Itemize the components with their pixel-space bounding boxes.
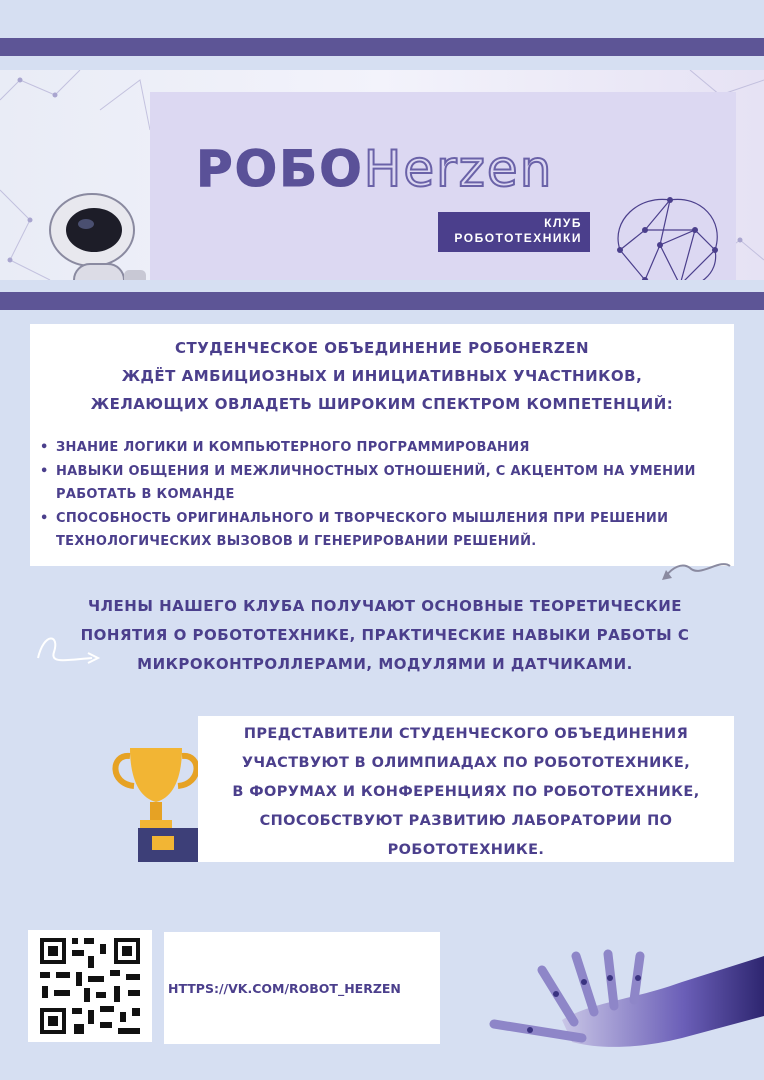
intro-heading-line: ЖЕЛАЮЩИХ ОВЛАДЕТЬ ШИРОКИМ СПЕКТРОМ КОМПЕТЕНЦИЙ:: [90, 395, 674, 413]
trophy-icon: [108, 740, 204, 864]
representatives-card: [198, 716, 734, 862]
competency-item: • СПОСОБНОСТЬ ОРИГИНАЛЬНОГО И ТВОРЧЕСКОГО МЫШЛЕНИЯ ПРИ РЕШЕНИИ ТЕХНОЛОГИЧЕСКИХ ВЫЗОВОВ И ГЕНЕРИРОВАНИИ РЕШЕНИЙ.: [40, 507, 724, 554]
representatives-text-line: ПРЕДСТАВИТЕЛИ СТУДЕНЧЕСКОГО ОБЪЕДИНЕНИЯ: [243, 726, 689, 742]
competency-list: [30, 418, 734, 554]
representatives-text-line: СПОСОБСТВУЮТ РАЗВИТИЮ ЛАБОРАТОРИИ ПО: [259, 813, 673, 829]
robot-hand-icon: [482, 942, 764, 1062]
vk-link-card: [164, 932, 440, 1044]
logo-part-robo: РОБО: [196, 140, 364, 198]
header-banner: [0, 70, 764, 280]
subtitle-line-2: РОБОТОТЕХНИКИ: [454, 231, 582, 245]
logo-part-herzen: Herzen: [363, 140, 554, 198]
members-text: [40, 592, 730, 679]
curved-arrow-icon: [660, 558, 732, 590]
subtitle-line-1: КЛУБ: [544, 216, 582, 230]
intro-card: [30, 324, 734, 566]
members-text-line: ЧЛЕНЫ НАШЕГО КЛУБА ПОЛУЧАЮТ ОСНОВНЫЕ ТЕОРЕТИЧЕСКИЕ: [87, 597, 683, 615]
top-stripe: [0, 38, 764, 56]
loop-arrow-icon: [36, 628, 102, 672]
representatives-text-line: РОБОТОТЕХНИКЕ.: [387, 842, 545, 858]
club-subtitle: [438, 212, 590, 252]
intro-heading-line: СТУДЕНЧЕСКОЕ ОБЪЕДИНЕНИЕ РОБОHERZEN: [174, 339, 590, 357]
competency-item: • ЗНАНИЕ ЛОГИКИ И КОМПЬЮТЕРНОГО ПРОГРАММИРОВАНИЯ: [40, 436, 724, 460]
brain-network-icon: [600, 190, 730, 280]
representatives-text-line: УЧАСТВУЮТ В ОЛИМПИАДАХ ПО РОБОТОТЕХНИКЕ,: [241, 755, 691, 771]
qr-code-card[interactable]: [28, 930, 152, 1042]
members-text-line: ПОНЯТИЯ О РОБОТОТЕХНИКЕ, ПРАКТИЧЕСКИЕ НАВЫКИ РАБОТЫ С: [80, 626, 690, 644]
bottom-stripe: [0, 292, 764, 310]
representatives-text-line: В ФОРУМАХ И КОНФЕРЕНЦИЯХ ПО РОБОТОТЕХНИКЕ,: [232, 784, 700, 800]
competency-item: • НАВЫКИ ОБЩЕНИЯ И МЕЖЛИЧНОСТНЫХ ОТНОШЕНИЙ, С АКЦЕНТОМ НА УМЕНИИ РАБОТАТЬ В КОМАНДЕ: [40, 460, 724, 507]
qr-code-icon[interactable]: [28, 930, 152, 1042]
members-text-line: МИКРОКОНТРОЛЛЕРАМИ, МОДУЛЯМИ И ДАТЧИКАМИ.: [137, 655, 633, 673]
intro-heading: [30, 324, 734, 418]
club-logo-title: [196, 140, 553, 198]
vk-link[interactable]: HTTPS://VK.COM/ROBOT_HERZEN: [168, 980, 401, 996]
robot-icon: [34, 160, 164, 280]
intro-heading-line: ЖДЁТ АМБИЦИОЗНЫХ И ИНИЦИАТИВНЫХ УЧАСТНИКОВ,: [121, 367, 643, 385]
